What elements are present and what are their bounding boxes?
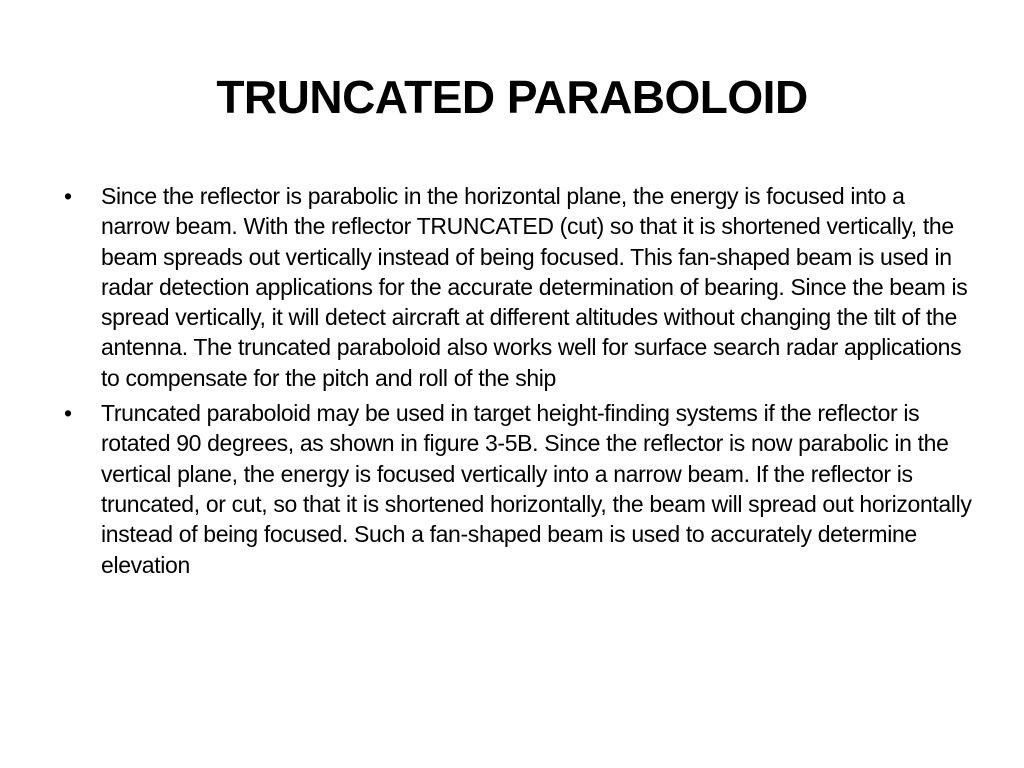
- bullet-text: Since the reflector is parabolic in the horizontal plane, the energy is focused into a narrow beam. With the reflector TRUNCATED (cut) so that it is shortened vertically, the beam spreads out vertically instead of being focused. This fan-shaped beam is used in radar detection applications for the accurate determination of bearing. Since the beam is spread vertically, it will detect aircraft at different altitudes without changing the tilt of the antenna. The truncated paraboloid also works well for surface search radar applications to compensate for the pitch and roll of the ship: [101, 183, 968, 391]
- bullet-item: [64, 181, 974, 393]
- slide-title: TRUNCATED PARABOLOID: [216, 71, 808, 123]
- bullet-dot-icon: •: [64, 400, 72, 427]
- bullet-list: [64, 181, 974, 585]
- bullet-text: Truncated paraboloid may be used in target height-finding systems if the reflector is rotated 90 degrees, as shown in figure 3-5B. Since the reflector is now parabolic in the vertical plane, the energy is focused vertically into a narrow beam. If the reflector is truncated, or cut, so that it is shortened horizontally, the beam will spread out horizontally instead of being focused. Such a fan-shaped beam is used to accurately determine elevation: [101, 400, 972, 578]
- bullet-item: [64, 398, 974, 580]
- bullet-dot-icon: •: [64, 183, 72, 209]
